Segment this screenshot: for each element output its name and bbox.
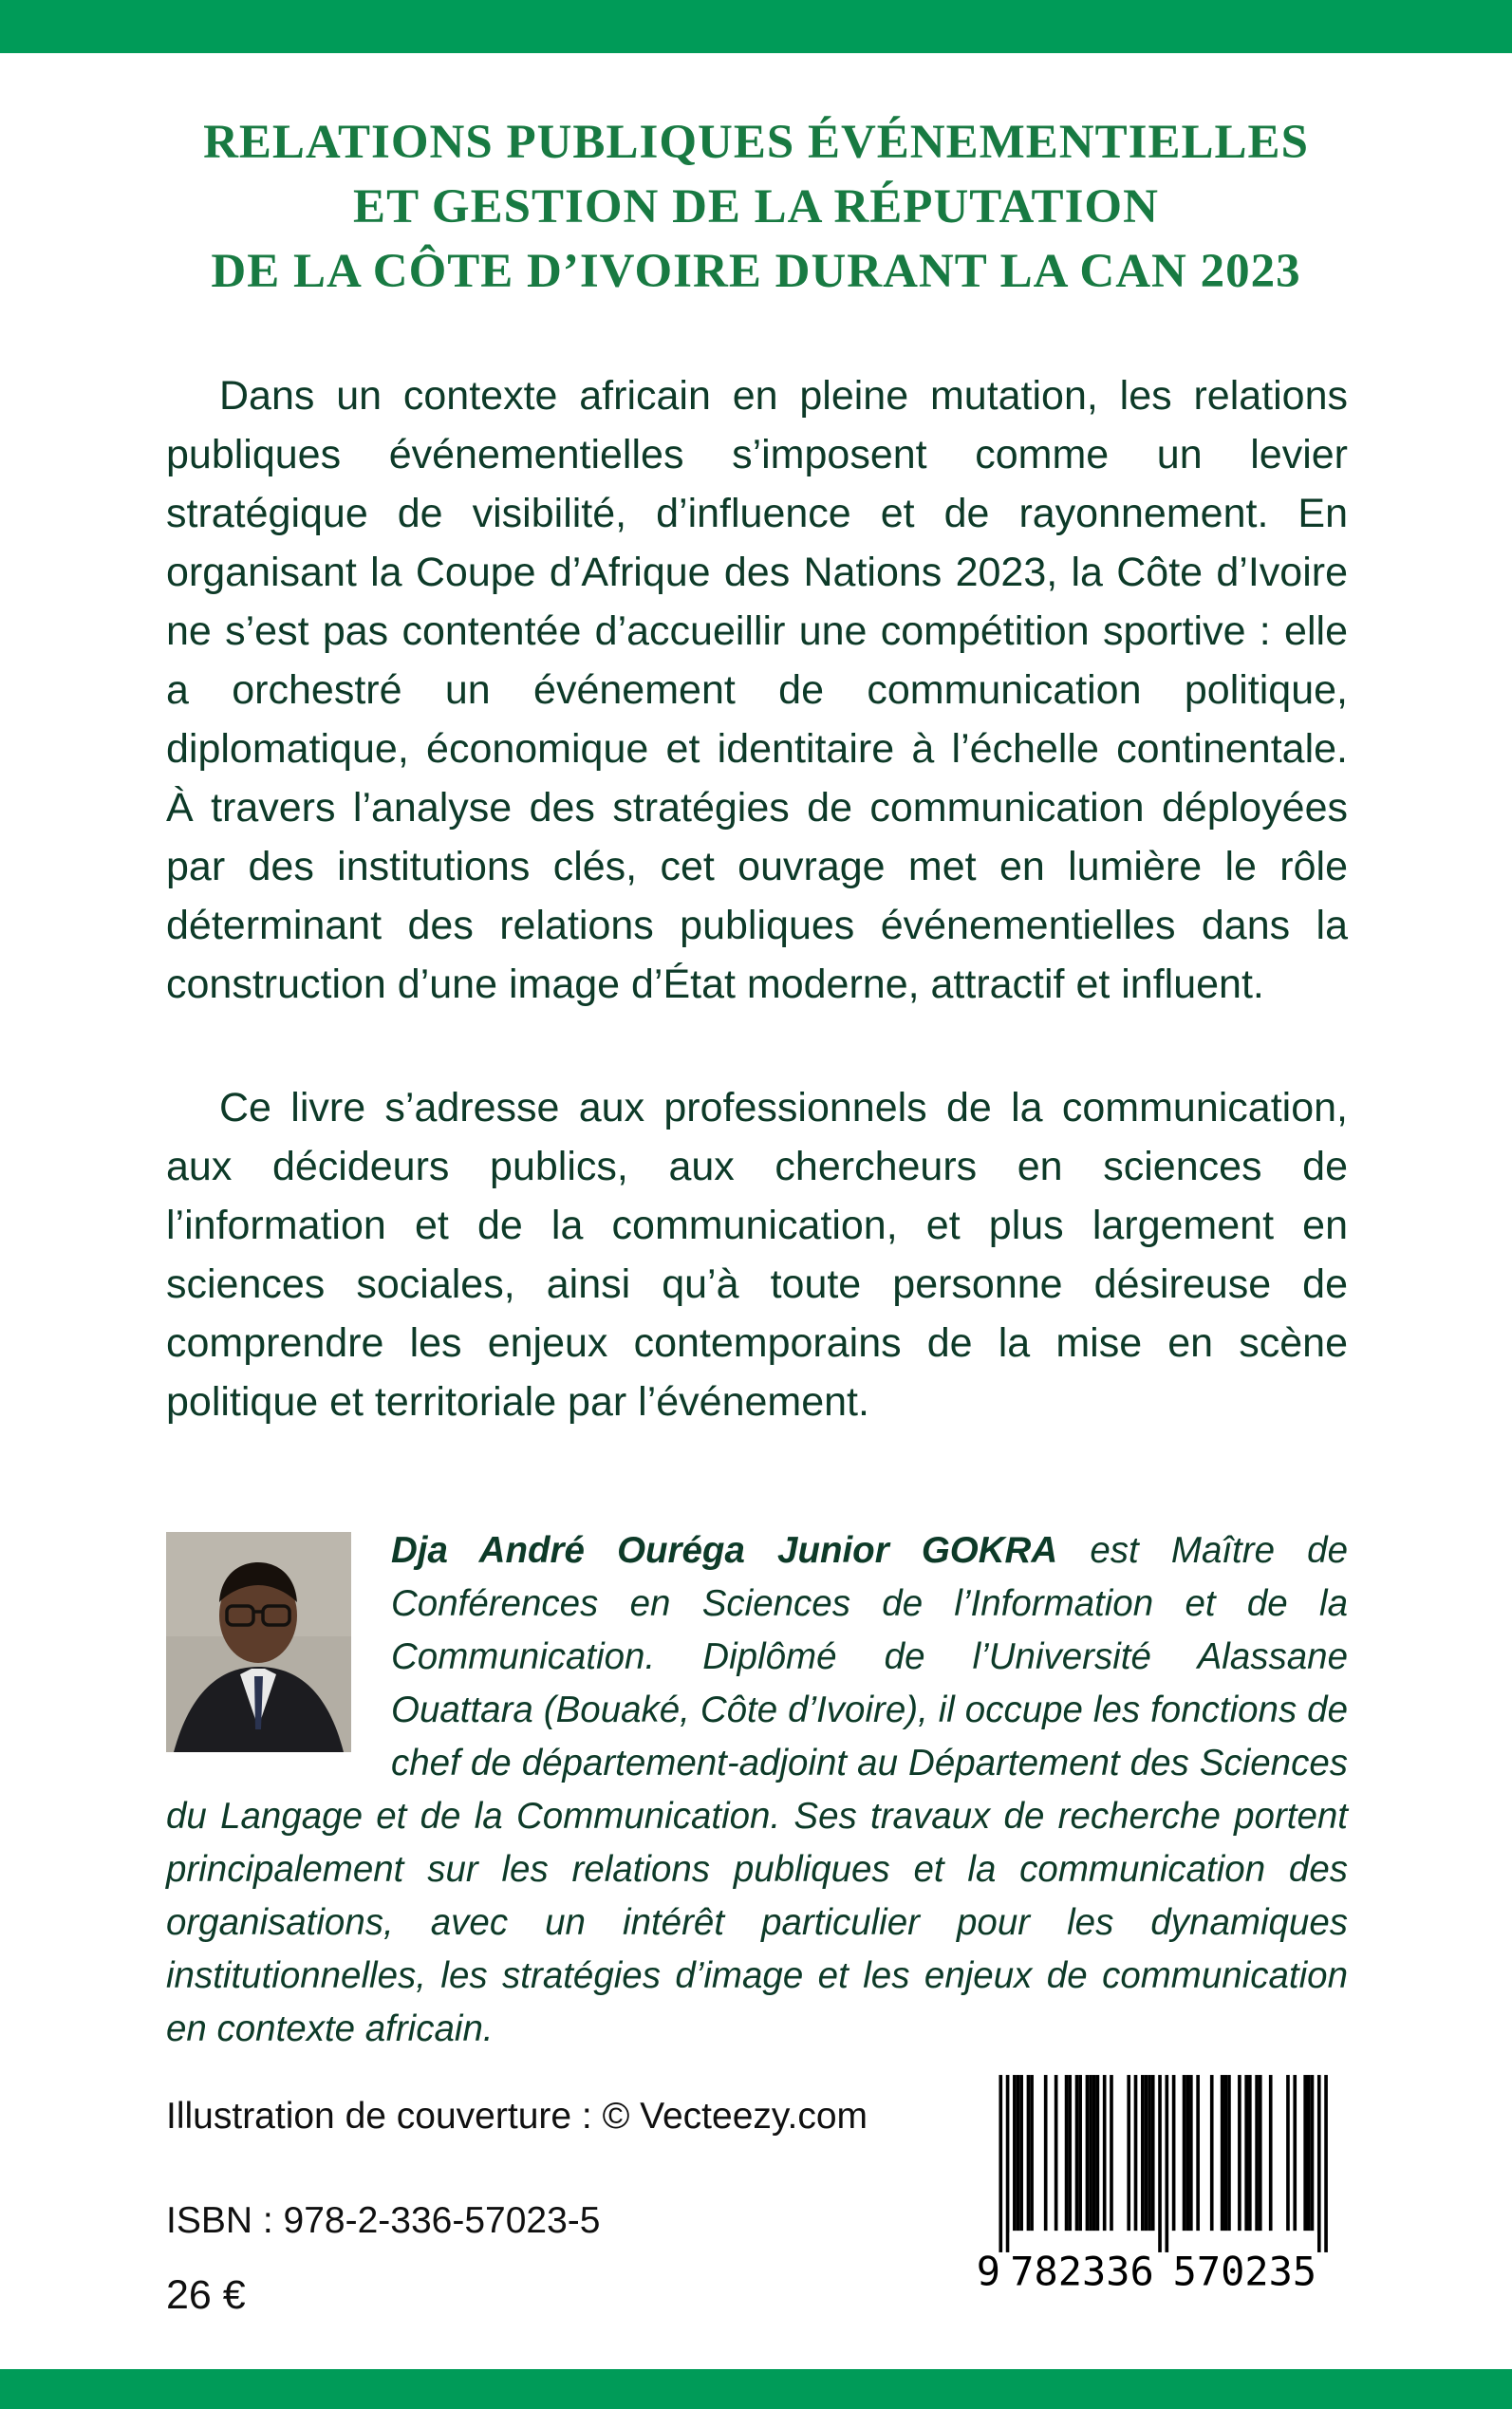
author-name: Dja André Ouréga Junior GOKRA xyxy=(391,1530,1058,1571)
book-title-line-2: ET GESTION DE LA RÉPUTATION xyxy=(353,180,1159,233)
book-title-line-1: RELATIONS PUBLIQUES ÉVÉNEMENTIELLES xyxy=(203,116,1309,169)
author-bio xyxy=(166,1524,1348,2056)
author-photo xyxy=(166,1532,351,1752)
barcode-svg xyxy=(964,2075,1336,2291)
barcode-digit-group-1: 9 xyxy=(976,2248,1001,2291)
book-title-line-3: DE LA CÔTE D’IVOIRE DURANT LA CAN 2023 xyxy=(211,245,1301,298)
isbn-line: ISBN : 978-2-336-57023-5 xyxy=(166,2200,601,2241)
author-photo-placeholder xyxy=(166,1532,351,1752)
book-title xyxy=(85,110,1427,304)
author-bio-text: est Maître de Conférences en Sciences de l’Information et de la Communication. Diplômé de l’Université Alassane Ouattara (Bouaké, Côte d’Ivoire), il occupe les fonctions de chef de département-adjoint au Département des Sciences du Langage et de la Communication. Ses travaux de recherche portent principalement sur les relations publiques et la communication des organisations, avec un intérêt particulier pour les dynamiques institutionnelles, les stratégies d’image et les enjeux de communication en contexte africain. xyxy=(166,1530,1348,2049)
barcode-bars xyxy=(999,2075,1327,2252)
cover-illustration-credit: Illustration de couverture : © Vecteezy.com xyxy=(166,2096,868,2137)
barcode xyxy=(964,2075,1336,2291)
barcode-digit-group-3: 570235 xyxy=(1172,2248,1317,2291)
synopsis-paragraph-2: Ce livre s’adresse aux professionnels de la communication, aux décideurs publics, aux chercheurs en sciences de l’information et de la communication, et plus largement en sciences sociales, ainsi qu’à toute personne désireuse de comprendre les enjeux contemporains de la mise en scène politique et territoriale par l’événement. xyxy=(166,1085,1348,1425)
top-green-band xyxy=(0,0,1512,53)
barcode-digit-group-2: 782336 xyxy=(1010,2248,1154,2291)
synopsis-paragraph-1: Dans un contexte africain en pleine mutation, les relations publiques événementielles s’imposent comme un levier stratégique de visibilité, d’influence et de rayonnement. En organisant la Coupe d’Afrique des Nations 2023, la Côte d’Ivoire ne s’est pas contentée d’accueillir une compétition sportive : elle a orchestré un événement de communication politique, diplomatique, économique et identitaire à l’échelle continentale. À travers l’analyse des stratégies de communication déployées par des institutions clés, cet ouvrage met en lumière le rôle déterminant des relations publiques événementielles dans la construction d’une image d’État moderne, attractif et influent. xyxy=(166,373,1348,1007)
price: 26 € xyxy=(166,2272,246,2318)
bottom-green-band xyxy=(0,2369,1512,2409)
